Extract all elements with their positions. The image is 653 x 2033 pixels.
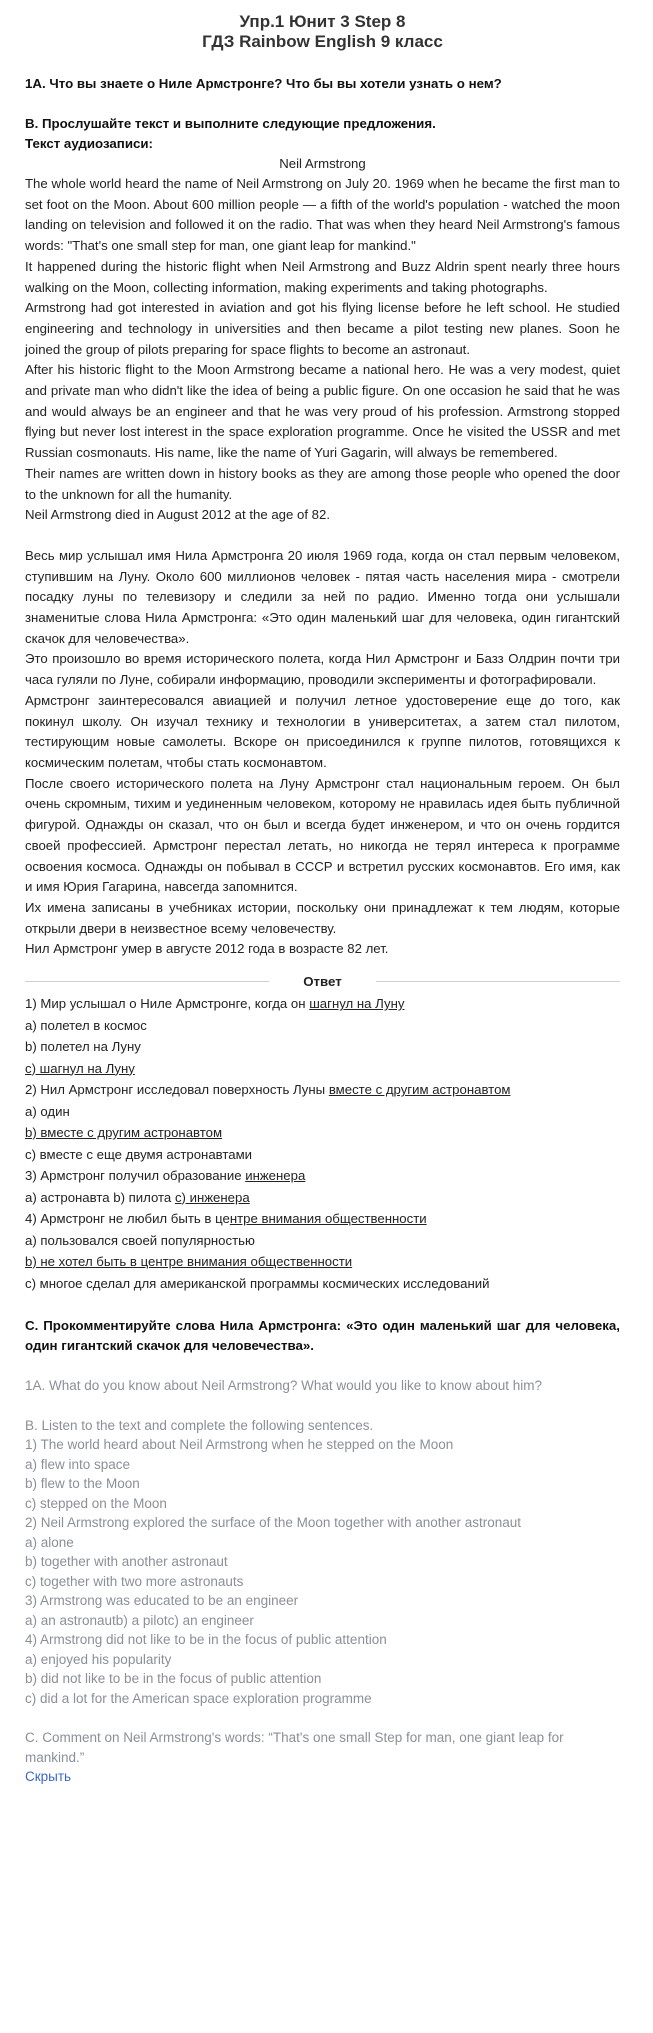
answer-q3: 3) Армстронг получил образование инженера [25,1168,306,1184]
divider-line [25,981,269,982]
answer-divider [25,974,620,989]
answer-option: b) полетел на Луну [25,1039,141,1055]
answer-option-correct: b) вместе с другим астронавтом [25,1125,223,1141]
answer-option: а) пользовался своей популярностью [25,1232,255,1248]
translation-line: B. Listen to the text and complete the following sentences. [25,1417,374,1433]
answer-q1: 1) Мир услышал о Ниле Армстронге, когда он шагнул на Луну [25,996,405,1012]
answer-q4-highlight: нтре внимания общественности [229,1211,427,1227]
ru-paragraph: Армстронг заинтересовался авиацией и получил летное удостоверение еще до того, как покинул школу. Он изучал технику и технологии в университетах, а затем стал пилотом, тестирующим новые самолеты. Вскоре он присоединился к группе пилотов, готовящихся к космическим полетам, чтобы стать космонавтом. [25,692,620,770]
translation-line: c) did a lot for the American space exploration programme [25,1690,372,1706]
translation-line: a) flew into space [25,1456,131,1472]
answer-option: c) вместе с еще двумя астронавтами [25,1146,253,1162]
translation-line: 2) Neil Armstrong explored the surface of the Moon together with another astronaut [25,1515,522,1531]
ru-paragraph: Нил Армстронг умер в августе 2012 года в возрасте 82 лет. [25,941,389,957]
en-paragraph: After his historic flight to the Moon Armstrong became a national hero. He was a very modest, quiet and private man who didn't like the idea of being a public figure. On one occasion he said that he was and would always be an engineer and that he was very proud of his profession. Armstrong stopped flying but never lost interest in the space exploration programme. Once he visited the USSR and met Russian cosmonauts. His name, like the name of Yuri Gagarin, will always be remembered. [25,362,620,461]
en-paragraph: Their names are written down in history books as they are among those people who opened the door to the unknown for all the humanity. [25,465,620,502]
translation-c: C. Comment on Neil Armstrong's words: “That's one small Step for man, one giant leap for mankind.” [25,1730,564,1765]
translation-line: a) an astronautb) a pilotc) an engineer [25,1612,254,1628]
ru-paragraph: Их имена записаны в учебниках истории, поскольку они принадлежат к тем людям, которые открыли двери в неизвестное всему человечеству. [25,899,620,936]
answer-option: а) астронавта b) пилота c) инженера [25,1189,250,1205]
ru-paragraph: Это произошло во время исторического полета, когда Нил Армстронг и Базз Олдрин почти три часа гуляли по Луне, собирали информацию, проводили эксперименты и фотографировали. [25,651,620,688]
answer-option-correct: c) шагнул на Луну [25,1060,135,1076]
translation-line: b) together with another astronaut [25,1554,228,1570]
page-title-line1: Упр.1 Юнит 3 Step 8 [239,12,406,31]
en-paragraph: Armstrong had got interested in aviation and got his flying license before he left school. He studied engineering and technology in universities and then became a pilot testing new planes. Soon he joined the group of pilots preparing for space flights to become an astronaut. [25,300,620,357]
section-b-heading: B. Прослушайте текст и выполните следующие предложения. [25,116,436,131]
translation-line: b) did not like to be in the focus of public attention [25,1671,322,1687]
ru-paragraph: После своего исторического полета на Луну Армстронг стал национальным героем. Он был очень скромным, тихим и уединенным человеком, которому не нравилась идея быть публичной фигурой. Однажды он сказал, что он был и всегда будет инженером, и что он очень гордится своей профессией. Армстронг перестал летать, но никогда не терял интереса к программе освоения космоса. Однажды он побывал в СССР и встретил русских космонавтов. Его имя, как и имя Юрия Гагарина, навсегда запомнится. [25,775,620,895]
translation-line: c) together with two more astronauts [25,1573,244,1589]
en-paragraph: The whole world heard the name of Neil Armstrong on July 20. 1969 when he became the first man to set foot on the Moon. About 600 million people — a fifth of the world's population - watched the moon landing on television and followed it on the radio. That was when they heard Neil Armstrong's famous words: "That's one small step for man, one giant leap for mankind." [25,176,620,254]
translation-q1a: 1A. What do you know about Neil Armstrong? What would you like to know about him? [25,1378,543,1394]
translation-line: a) alone [25,1534,74,1550]
answer-option-correct: c) инженера [174,1189,250,1205]
answer-q3-highlight: инженера [245,1168,306,1184]
answer-option-correct: b) не хотел быть в центре внимания общественности [25,1254,353,1270]
answer-q2-highlight: вместе с другим астронавтом [328,1082,511,1098]
answer-q4: 4) Армстронг не любил быть в центре внимания общественности [25,1211,427,1227]
translation-line: 4) Armstrong did not like to be in the focus of public attention [25,1632,387,1648]
answer-option: c) многое сделал для американской программы космических исследований [25,1275,490,1291]
page-title-line2: ГДЗ Rainbow English 9 класс [202,32,443,51]
section-a-heading: 1A. Что вы знаете о Ниле Армстронге? Что бы вы хотели узнать о нем? [25,76,502,91]
answer-option: а) полетел в космос [25,1017,147,1033]
translation-line: 3) Armstrong was educated to be an engineer [25,1593,299,1609]
answer-q1-highlight: шагнул на Луну [309,996,405,1012]
story-title: Neil Armstrong [279,156,366,171]
section-c-heading: C. Прокомментируйте слова Нила Армстронга: «Это один маленький шаг для человека, один гигантский скачок для человечества». [25,1318,620,1354]
hide-link[interactable]: Скрыть [25,1769,72,1785]
translation-block [25,1416,620,1709]
translation-line: c) stepped on the Moon [25,1495,167,1511]
en-paragraph: It happened during the historic flight when Neil Armstrong and Buzz Aldrin spent nearly three hours walking on the Moon, collecting information, making experiments and taking photographs. [25,258,620,295]
translation-line: a) enjoyed his popularity [25,1651,172,1667]
page-content [25,0,620,1786]
translation-line: 1) The world heard about Neil Armstrong when he stepped on the Moon [25,1437,454,1453]
ru-paragraph: Весь мир услышал имя Нила Армстронга 20 июля 1969 года, когда он стал первым человеком, ступившим на Луну. Около 600 миллионов человек - пятая часть населения мира - смотрели посадку луны по телевизору и следили за ней по радио. Именно тогда они услышали знаменитые слова Нила Армстронга: «Это один маленький шаг для человека, один гигантский скачок для человечества». [25,547,620,646]
answer-option: а) один [25,1103,70,1119]
answer-label: Ответ [303,974,342,990]
translation-line: b) flew to the Moon [25,1476,140,1492]
answer-q2: 2) Нил Армстронг исследовал поверхность Луны вместе с другим астронавтом [25,1082,511,1098]
audio-text-label: Текст аудиозаписи: [25,136,153,151]
en-paragraph: Neil Armstrong died in August 2012 at the age of 82. [25,507,330,523]
divider-line [376,981,620,982]
